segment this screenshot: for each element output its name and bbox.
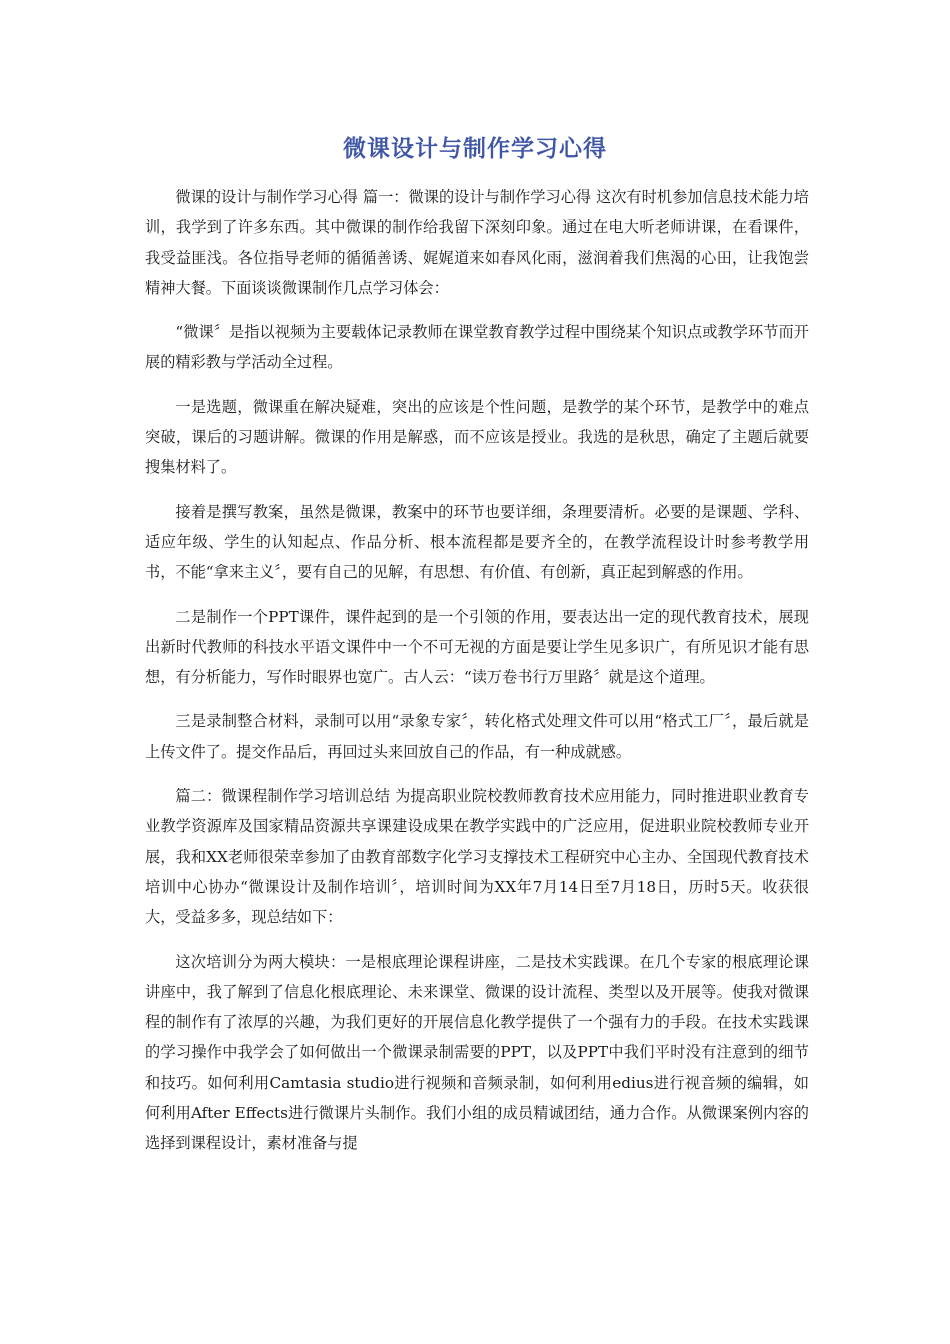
paragraph-8: 这次培训分为两大模块：一是根底理论课程讲座，二是技术实践课。在几个专家的根底理论课讲座中，我了解到了信息化根底理论、未来课堂、微课的设计流程、类型以及开展等。使我对微课程的制作有了浓厚的兴趣，为我们更好的开展信息化教学提供了一个强有力的手段。在技术实践课的学习操作中我学会了如何做出一个微课录制需要的PPT，以及PPT中我们平时没有注意到的细节和技巧。如何利用Camtasia studio进行视频和音频录制，如何利用edius进行视音频的编辑，如何利用After Effects进行微课片头制作。我们小组的成员精诚团结，通力合作。从微课案例内容的选择到课程设计，素材准备与提 [145, 952, 809, 1153]
paragraph-2: “微课〞是指以视频为主要载体记录教师在课堂教育教学过程中围绕某个知识点或教学环节而开展的精彩教与学活动全过程。 [145, 323, 809, 372]
paragraph-6: 三是录制整合材料，录制可以用“录象专家〞，转化格式处理文件可以用“格式工厂〞，最后就是上传文件了。提交作品后，再回过头来回放自己的作品，有一种成就感。 [145, 712, 809, 761]
paragraph-3: 一是选题，微课重在解决疑难，突出的应该是个性问题，是教学的某个环节，是教学中的难点突破，课后的习题讲解。微课的作用是解惑，而不应该是授业。我选的是秋思，确定了主题后就要搜集材料了。 [145, 397, 809, 477]
paragraph-7: 篇二：微课程制作学习培训总结 为提高职业院校教师教育技术应用能力，同时推进职业教育专业教学资源库及国家精品资源共享课建设成果在教学实践中的广泛应用，促进职业院校教师专业开展，我和XX老师很荣幸参加了由教育部数字化学习支撑技术工程研究中心主办、全国现代教育技术培训中心协办“微课设计及制作培训〞，培训时间为XX年7月14日至7月18日，历时5天。收获很大，受益多多，现总结如下： [145, 787, 809, 927]
document-body [145, 182, 809, 1173]
paragraph-1: 微课的设计与制作学习心得 篇一：微课的设计与制作学习心得 这次有时机参加信息技术能力培训，我学到了许多东西。其中微课的制作给我留下深刻印象。通过在电大听老师讲课，在看课件，我受益匪浅。各位指导老师的循循善诱、娓娓道来如春风化雨，滋润着我们焦渴的心田，让我饱尝精神大餐。下面谈谈微课制作几点学习体会： [145, 188, 809, 297]
paragraph-5: 二是制作一个PPT课件，课件起到的是一个引领的作用，要表达出一定的现代教育技术，展现出新时代教师的科技水平语文课件中一个不可无视的方面是要让学生见多识广，有所见识才能有思想，有分析能力，写作时眼界也宽广。古人云：“读万卷书行万里路〞就是这个道理。 [145, 607, 809, 687]
document-title: 微课设计与制作学习心得 [343, 136, 607, 162]
paragraph-4: 接着是撰写教案，虽然是微课，教案中的环节也要详细，条理要清析。必要的是课题、学科、适应年级、学生的认知起点、作品分析、根本流程都是要齐全的，在教学流程设计时参考教学用书，不能“拿来主义〞，要有自己的见解，有思想、有价值、有创新，真正起到解惑的作用。 [145, 502, 809, 582]
